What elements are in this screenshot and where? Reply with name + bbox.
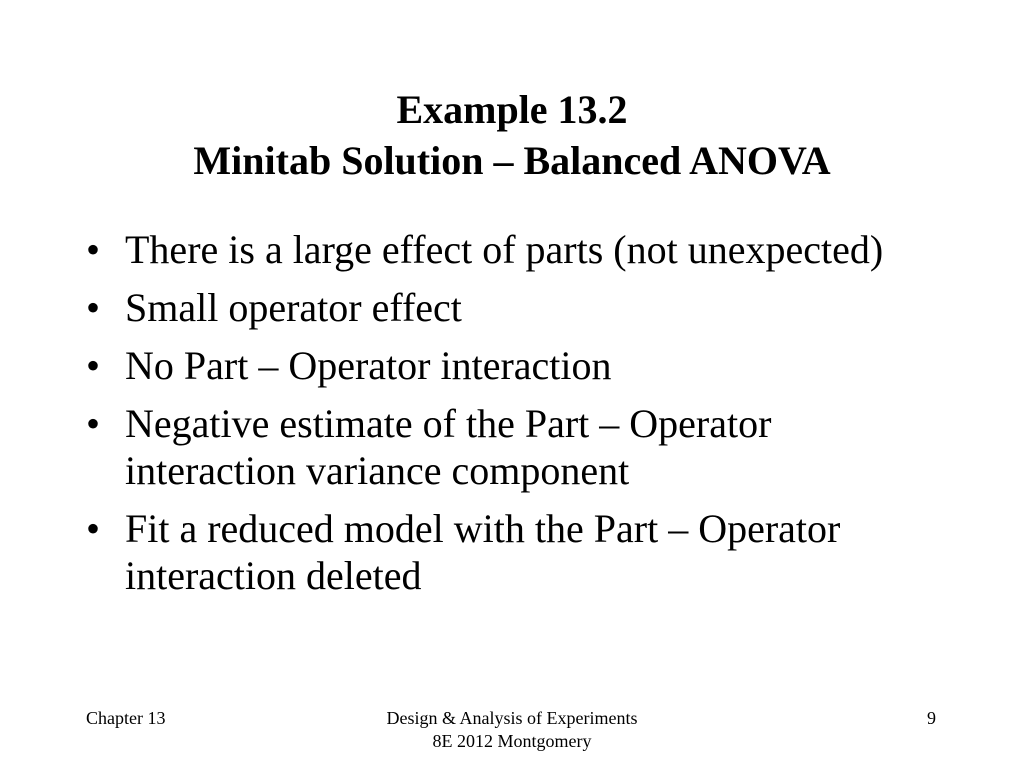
bullet-item	[86, 505, 946, 599]
bullet-dot-icon: •	[86, 343, 101, 388]
bullet-text: Negative estimate of the Part – Operator interaction variance component	[125, 401, 772, 493]
bullet-item	[86, 226, 946, 273]
bullet-text: There is a large effect of parts (not unexpected)	[125, 227, 884, 272]
bullet-item	[86, 284, 946, 331]
bullet-list	[86, 226, 946, 610]
bullet-dot-icon: •	[86, 227, 101, 272]
slide-title	[0, 84, 1024, 186]
bullet-dot-icon: •	[86, 401, 101, 446]
bullet-dot-icon: •	[86, 285, 101, 330]
slide-title-line-1: Example 13.2	[396, 87, 628, 132]
bullet-item	[86, 400, 946, 494]
page-number: 9	[927, 708, 936, 728]
bullet-item	[86, 342, 946, 389]
slide-title-line-2: Minitab Solution – Balanced ANOVA	[193, 138, 831, 183]
bullet-text: No Part – Operator interaction	[125, 343, 612, 388]
bullet-dot-icon: •	[86, 506, 101, 551]
footer-course-info	[312, 707, 712, 753]
footer-course-edition: 8E 2012 Montgomery	[432, 731, 592, 751]
bullet-text: Small operator effect	[125, 285, 462, 330]
footer-course-title: Design & Analysis of Experiments	[386, 708, 638, 728]
footer-chapter: Chapter 13	[86, 708, 166, 728]
bullet-text: Fit a reduced model with the Part – Operator interaction deleted	[125, 506, 841, 598]
